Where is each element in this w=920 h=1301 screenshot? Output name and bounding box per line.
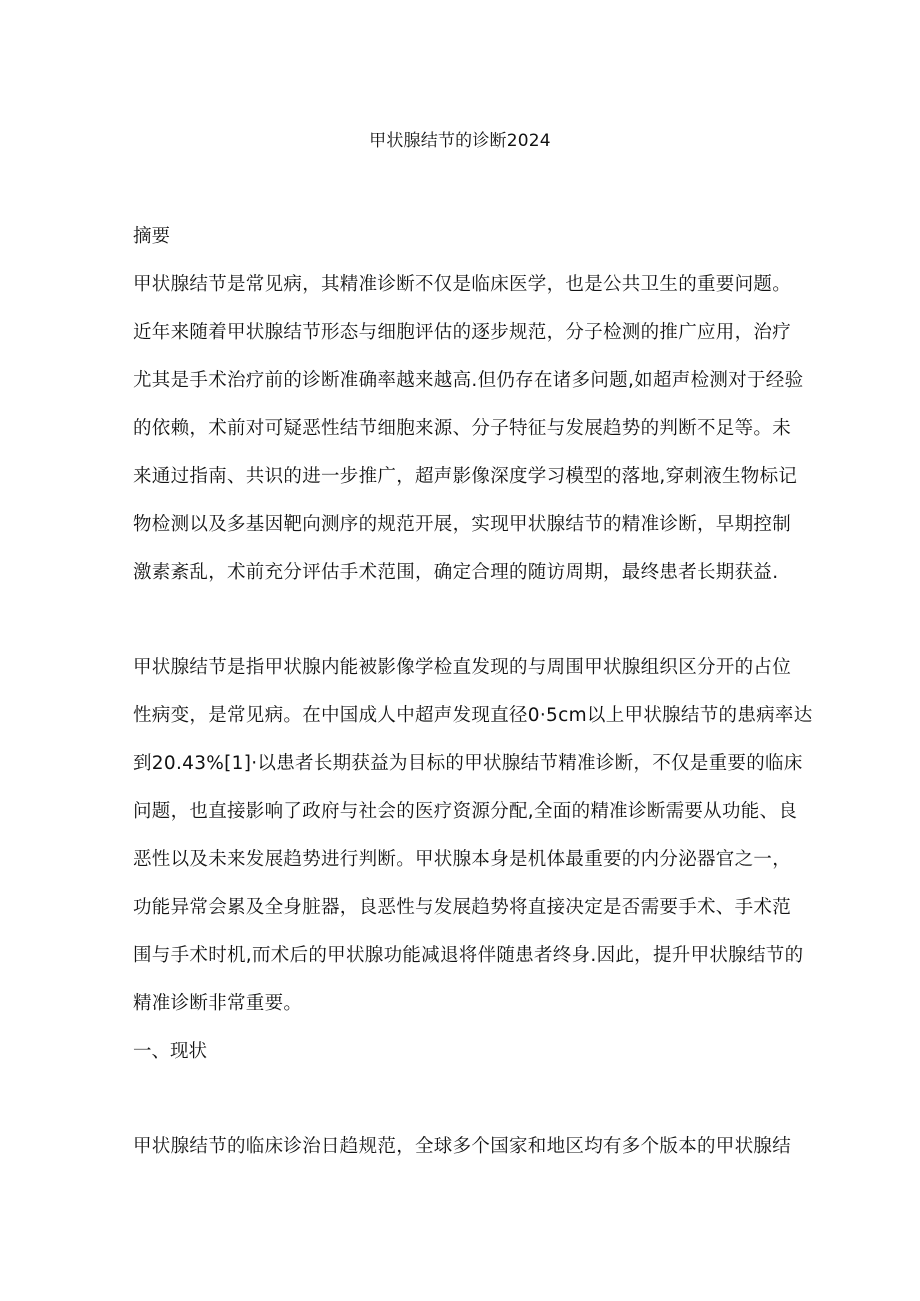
paragraph-line: 精准诊断非常重要。 <box>133 993 303 1014</box>
paragraph-line: 甲状腺结节是指甲状腺内能被影像学检直发现的与周围甲状腺组织区分开的占位 <box>133 657 792 678</box>
section-paragraph <box>133 1132 793 1180</box>
paragraph-line: 性病变，是常见病。在中国成人中超声发现直径0·5cm以上甲状腺结节的患病率达 <box>133 705 813 726</box>
paragraph-line: 甲状腺结节的临床诊治日趋规范，全球多个国家和地区均有多个版本的甲状腺结 <box>133 1136 792 1157</box>
paragraph-spacer <box>133 1085 793 1132</box>
section-heading: 一、现状 <box>133 1041 208 1062</box>
paragraph-spacer <box>133 606 793 653</box>
document-title: 甲状腺结节的诊断2024 <box>369 131 551 151</box>
intro-paragraph <box>133 653 813 1037</box>
paragraph-line: 到20.43%[1]·以患者长期获益为目标的甲状腺结节精准诊断，不仅是重要的临床 <box>133 753 803 774</box>
paragraph-line: 近年来随着甲状腺结节形态与细胞评估的逐步规范，分子检测的推广应用，治疗 <box>133 322 792 343</box>
paragraph-line: 功能异常会累及全身脏器，良恶性与发展趋势将直接决定是否需要手术、手术范 <box>133 897 792 918</box>
paragraph-line: 来通过指南、共识的进一步推广，超声影像深度学习模型的落地,穿刺液生物标记 <box>133 466 798 487</box>
paragraph-line: 激素紊乱，术前充分评估手术范围，确定合理的随访周期，最终患者长期获益. <box>133 562 779 583</box>
abstract-heading: 摘要 <box>133 226 171 247</box>
paragraph-line: 的依赖，术前对可疑恶性结节细胞来源、分子特征与发展趋势的判断不足等。未 <box>133 418 792 439</box>
paragraph-line: 尤其是手术治疗前的诊断准确率越来越高.但仍存在诸多问题,如超声检测对于经验 <box>133 370 804 391</box>
document-body <box>133 222 813 1180</box>
abstract-paragraph <box>133 270 804 606</box>
paragraph-line: 物检测以及多基因靶向测序的规范开展，实现甲状腺结节的精准诊断，早期控制 <box>133 514 792 535</box>
paragraph-line: 围与手术时机,而术后的甲状腺功能减退将伴随患者终身.因此，提升甲状腺结节的 <box>133 945 804 966</box>
paragraph-line: 甲状腺结节是常见病，其精准诊断不仅是临床医学，也是公共卫生的重要问题。 <box>133 274 792 295</box>
paragraph-line: 恶性以及未来发展趋势进行判断。甲状腺本身是机体最重要的内分泌器官之一， <box>133 849 792 870</box>
paragraph-line: 问题，也直接影响了政府与社会的医疗资源分配,全面的精准诊断需要从功能、良 <box>133 801 798 822</box>
